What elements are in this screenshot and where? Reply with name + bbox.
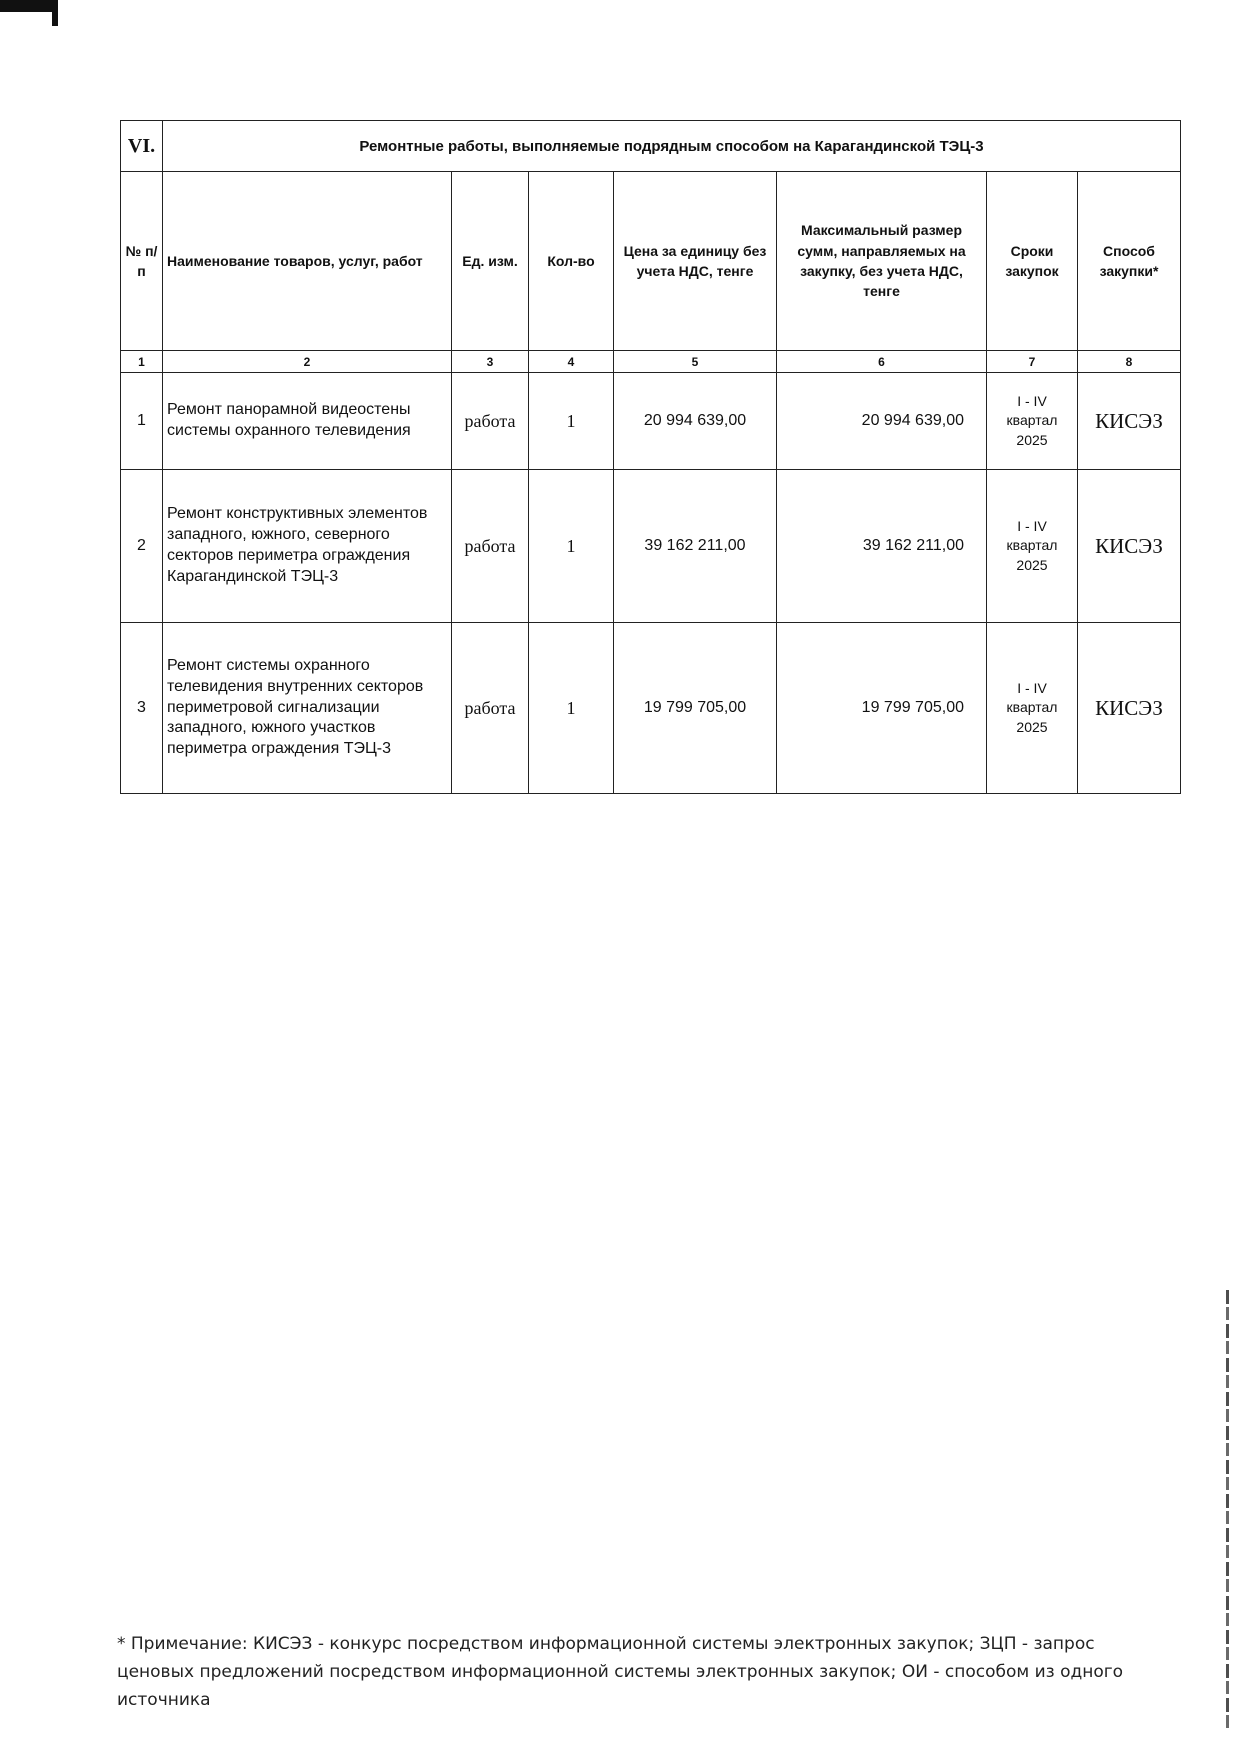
period-label: квартал xyxy=(1006,699,1058,716)
col-index: 5 xyxy=(614,351,777,373)
period-label: квартал xyxy=(1006,537,1058,554)
row-number: 1 xyxy=(121,373,163,470)
item-name: Ремонт конструктивных элементов западного, южного, северного секторов периметра ограждения Карагандинской ТЭЦ-3 xyxy=(163,470,452,623)
unit-price-cell: 19 799 705,00 xyxy=(614,623,777,794)
period-quarters: I - IV xyxy=(1017,517,1047,534)
col-index: 6 xyxy=(777,351,987,373)
period-year: 2025 xyxy=(1016,718,1048,735)
quantity-cell: 1 xyxy=(529,623,614,794)
col-header-name: Наименование товаров, услуг, работ xyxy=(163,172,452,351)
method-cell: КИСЭЗ xyxy=(1078,623,1181,794)
col-index: 3 xyxy=(452,351,529,373)
section-title: Ремонтные работы, выполняемые подрядным способом на Карагандинской ТЭЦ-3 xyxy=(163,121,1181,172)
col-header-method: Способ закупки* xyxy=(1078,172,1181,351)
max-amount-cell: 39 162 211,00 xyxy=(777,470,987,623)
quantity-cell: 1 xyxy=(529,373,614,470)
col-index: 7 xyxy=(987,351,1078,373)
procurement-table xyxy=(120,120,1181,794)
section-number: VI. xyxy=(121,121,163,172)
unit-cell: работа xyxy=(452,623,529,794)
item-name: Ремонт панорамной видеостены системы охранного телевидения xyxy=(163,373,452,470)
row-number: 3 xyxy=(121,623,163,794)
col-header-period: Сроки закупок xyxy=(987,172,1078,351)
footnote: * Примечание: КИСЭЗ - конкурс посредством информационной системы электронных закупок; ЗЦП - запрос ценовых предложений посредством информационной системы электронных закупок; ОИ - способом из одного источника xyxy=(117,1634,1124,1710)
col-header-max-amount: Максимальный размер сумм, направляемых на закупку, без учета НДС, тенге xyxy=(777,172,987,351)
table-row xyxy=(121,373,1181,470)
col-index: 4 xyxy=(529,351,614,373)
period-year: 2025 xyxy=(1016,556,1048,573)
col-header-unit: Ед. изм. xyxy=(452,172,529,351)
quantity-cell: 1 xyxy=(529,470,614,623)
max-amount-cell: 20 994 639,00 xyxy=(777,373,987,470)
scan-edge-artifact xyxy=(1226,1290,1229,1730)
col-index: 2 xyxy=(163,351,452,373)
table-row xyxy=(121,470,1181,623)
col-header-quantity: Кол-во xyxy=(529,172,614,351)
row-number: 2 xyxy=(121,470,163,623)
max-amount-cell: 19 799 705,00 xyxy=(777,623,987,794)
table-row xyxy=(121,623,1181,794)
method-cell: КИСЭЗ xyxy=(1078,470,1181,623)
column-header-row xyxy=(121,172,1181,351)
section-header-row xyxy=(121,121,1181,172)
col-index: 8 xyxy=(1078,351,1181,373)
unit-cell: работа xyxy=(452,470,529,623)
period-cell xyxy=(987,373,1078,470)
col-header-number: № п/п xyxy=(121,172,163,351)
col-index: 1 xyxy=(121,351,163,373)
unit-price-cell: 39 162 211,00 xyxy=(614,470,777,623)
period-cell xyxy=(987,623,1078,794)
col-header-unit-price: Цена за единицу без учета НДС, тенге xyxy=(614,172,777,351)
period-label: квартал xyxy=(1006,412,1058,429)
scan-corner-mark xyxy=(0,0,58,12)
column-index-row xyxy=(121,351,1181,373)
item-name: Ремонт системы охранного телевидения внутренних секторов периметровой сигнализации западного, южного участков периметра ограждения ТЭЦ-3 xyxy=(163,623,452,794)
period-year: 2025 xyxy=(1016,431,1048,448)
period-quarters: I - IV xyxy=(1017,392,1047,409)
unit-price-cell: 20 994 639,00 xyxy=(614,373,777,470)
period-cell xyxy=(987,470,1078,623)
period-quarters: I - IV xyxy=(1017,679,1047,696)
unit-cell: работа xyxy=(452,373,529,470)
method-cell: КИСЭЗ xyxy=(1078,373,1181,470)
